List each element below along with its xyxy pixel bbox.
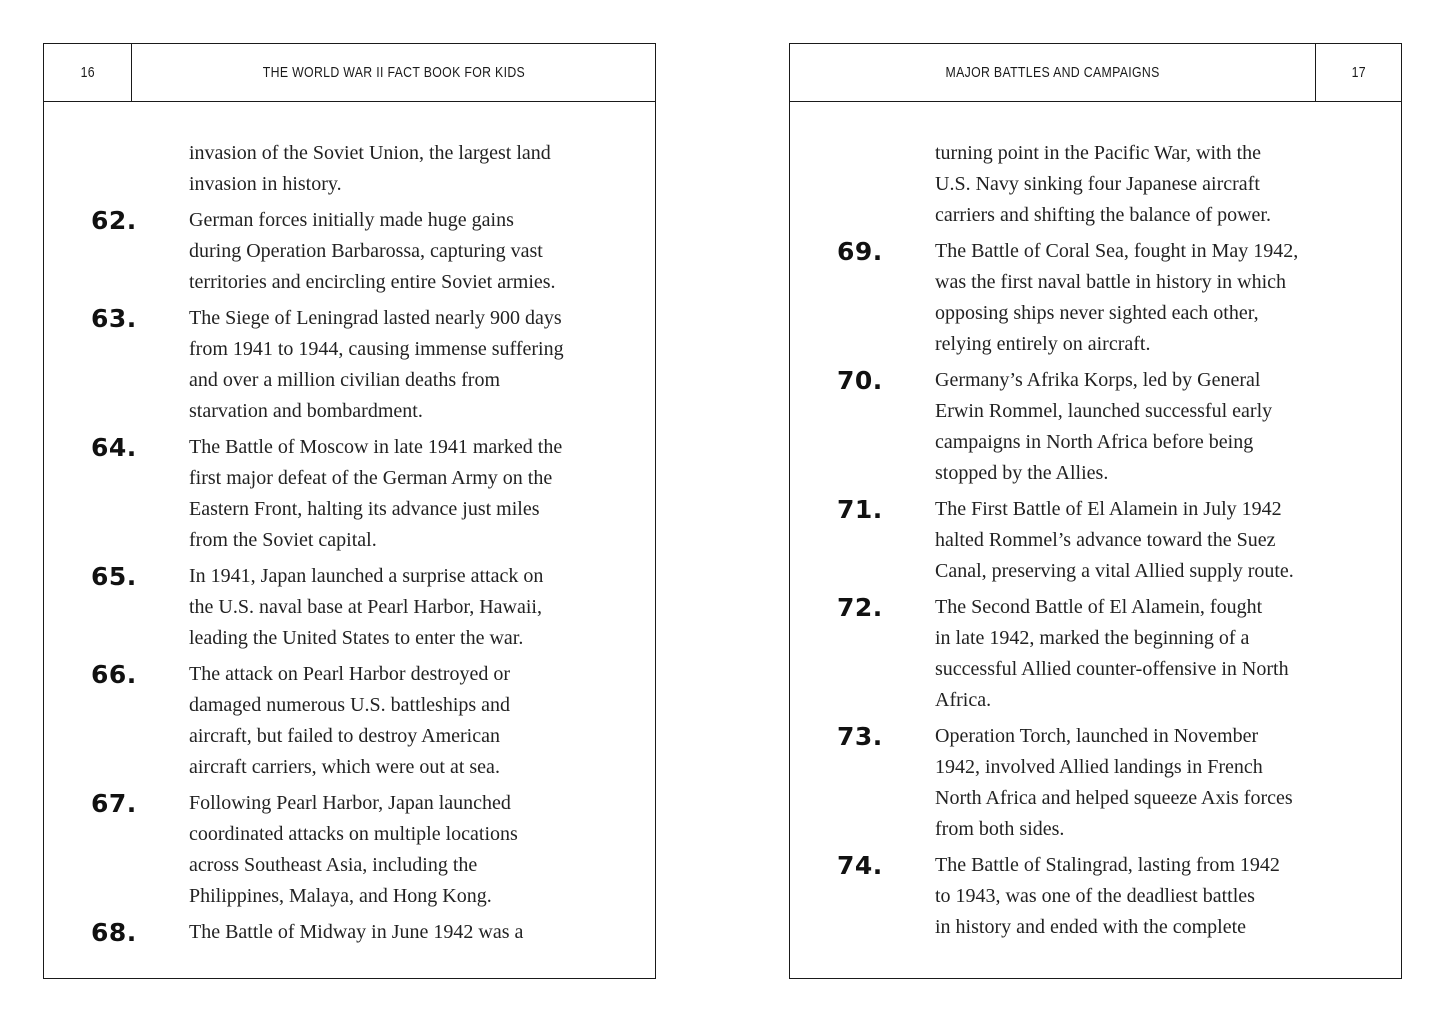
text-line: 1942, involved Allied landings in French [935, 756, 1263, 778]
fact-text [189, 561, 625, 654]
text-line: The Battle of Moscow in late 1941 marked the [189, 436, 563, 458]
text-line: The Siege of Leningrad lasted nearly 900 days [189, 307, 562, 329]
fact-text [935, 365, 1371, 489]
text-line: in history and ended with the complete [935, 916, 1247, 938]
running-title: MAJOR BATTLES AND CAMPAIGNS [945, 64, 1160, 81]
text-line: stopped by the Allies. [935, 462, 1109, 484]
fact-number: 74. [837, 851, 883, 880]
fact-number: 65. [91, 562, 137, 591]
fact-number: 69. [837, 237, 883, 266]
text-line: turning point in the Pacific War, with the [935, 142, 1262, 164]
fact-text [189, 659, 625, 783]
text-line: German forces initially made huge gains [189, 209, 514, 231]
fact-number: 67. [91, 789, 137, 818]
text-line: The attack on Pearl Harbor destroyed or [189, 663, 510, 685]
text-line: carriers and shifting the balance of power. [935, 204, 1271, 226]
fact-text [189, 432, 625, 556]
text-line: opposing ships never sighted each other, [935, 302, 1259, 324]
text-line: Germany’s Afrika Korps, led by General [935, 369, 1261, 391]
fact-number: 63. [91, 304, 137, 333]
right-page-header [790, 44, 1401, 102]
text-line: aircraft carriers, which were out at sea. [189, 756, 500, 778]
text-line: U.S. Navy sinking four Japanese aircraft [935, 173, 1260, 195]
text-line: Africa. [935, 689, 992, 711]
text-line: in late 1942, marked the beginning of a [935, 627, 1250, 649]
running-title-cell [132, 44, 655, 101]
text-line: during Operation Barbarossa, capturing vast [189, 240, 543, 262]
fact-item [44, 917, 655, 948]
text-line: The Second Battle of El Alamein, fought [935, 596, 1263, 618]
fact-item [44, 432, 655, 556]
fact-text [935, 236, 1371, 360]
text-line: North Africa and helped squeeze Axis forces [935, 787, 1293, 809]
text-line: was the first naval battle in history in which [935, 271, 1287, 293]
fact-number: 73. [837, 722, 883, 751]
right-page [789, 43, 1402, 979]
text-line: invasion of the Soviet Union, the largest land [189, 142, 551, 164]
text-line: successful Allied counter-offensive in North [935, 658, 1289, 680]
left-page [43, 43, 656, 979]
text-line: The Battle of Stalingrad, lasting from 1942 [935, 854, 1280, 876]
page-number-cell [1315, 44, 1401, 101]
text-line: halted Rommel’s advance toward the Suez [935, 529, 1276, 551]
fact-number: 68. [91, 918, 137, 947]
page-number: 16 [80, 64, 95, 81]
text-line: from 1941 to 1944, causing immense suffering [189, 338, 564, 360]
text-line: The Battle of Midway in June 1942 was a [189, 921, 524, 943]
fact-item [790, 850, 1401, 943]
fact-item [790, 365, 1401, 489]
fact-item [44, 659, 655, 783]
fact-number: 71. [837, 495, 883, 524]
page-number: 17 [1351, 64, 1366, 81]
fact-text [935, 494, 1371, 587]
text-line: campaigns in North Africa before being [935, 431, 1254, 453]
fact-text [935, 721, 1371, 845]
fact-text [935, 592, 1371, 716]
text-line: Canal, preserving a vital Allied supply route. [935, 560, 1294, 582]
running-title: THE WORLD WAR II FACT BOOK FOR KIDS [262, 64, 525, 81]
left-page-body [44, 138, 655, 953]
fact-item [790, 592, 1401, 716]
fact-item [790, 236, 1401, 360]
text-line: Operation Torch, launched in November [935, 725, 1259, 747]
text-line: from both sides. [935, 818, 1065, 840]
text-line: the U.S. naval base at Pearl Harbor, Hawaii, [189, 596, 542, 618]
fact-number: 72. [837, 593, 883, 622]
text-line: relying entirely on aircraft. [935, 333, 1151, 355]
text-line: The First Battle of El Alamein in July 1942 [935, 498, 1282, 520]
fact-text [189, 788, 625, 912]
fact-text [189, 917, 625, 948]
text-line: across Southeast Asia, including the [189, 854, 478, 876]
text-line: Eastern Front, halting its advance just miles [189, 498, 540, 520]
text-line: first major defeat of the German Army on the [189, 467, 553, 489]
continued-fact-text [790, 138, 1401, 231]
text-line: from the Soviet capital. [189, 529, 377, 551]
fact-text [189, 303, 625, 427]
running-title-cell [790, 44, 1315, 101]
fact-number: 62. [91, 206, 137, 235]
fact-item [44, 788, 655, 912]
continued-fact-text [44, 138, 655, 200]
left-page-header [44, 44, 655, 102]
fact-item [44, 561, 655, 654]
text-line: damaged numerous U.S. battleships and [189, 694, 511, 716]
text-line: Philippines, Malaya, and Hong Kong. [189, 885, 492, 907]
fact-text [935, 850, 1371, 943]
right-page-body [790, 138, 1401, 948]
text-line: and over a million civilian deaths from [189, 369, 501, 391]
text-line: Erwin Rommel, launched successful early [935, 400, 1273, 422]
text-line: aircraft, but failed to destroy American [189, 725, 500, 747]
text-line: leading the United States to enter the war. [189, 627, 524, 649]
fact-number: 66. [91, 660, 137, 689]
text-line: invasion in history. [189, 173, 342, 195]
fact-item [44, 303, 655, 427]
fact-text [189, 205, 625, 298]
text-line: territories and encircling entire Soviet armies. [189, 271, 556, 293]
fact-item [790, 494, 1401, 587]
text-line: The Battle of Coral Sea, fought in May 1942, [935, 240, 1299, 262]
text-line: In 1941, Japan launched a surprise attack on [189, 565, 544, 587]
text-line: coordinated attacks on multiple locations [189, 823, 518, 845]
text-line: Following Pearl Harbor, Japan launched [189, 792, 511, 814]
fact-item [44, 205, 655, 298]
fact-number: 70. [837, 366, 883, 395]
fact-item [790, 721, 1401, 845]
text-line: starvation and bombardment. [189, 400, 423, 422]
fact-number: 64. [91, 433, 137, 462]
page-number-cell [44, 44, 132, 101]
text-line: to 1943, was one of the deadliest battles [935, 885, 1255, 907]
